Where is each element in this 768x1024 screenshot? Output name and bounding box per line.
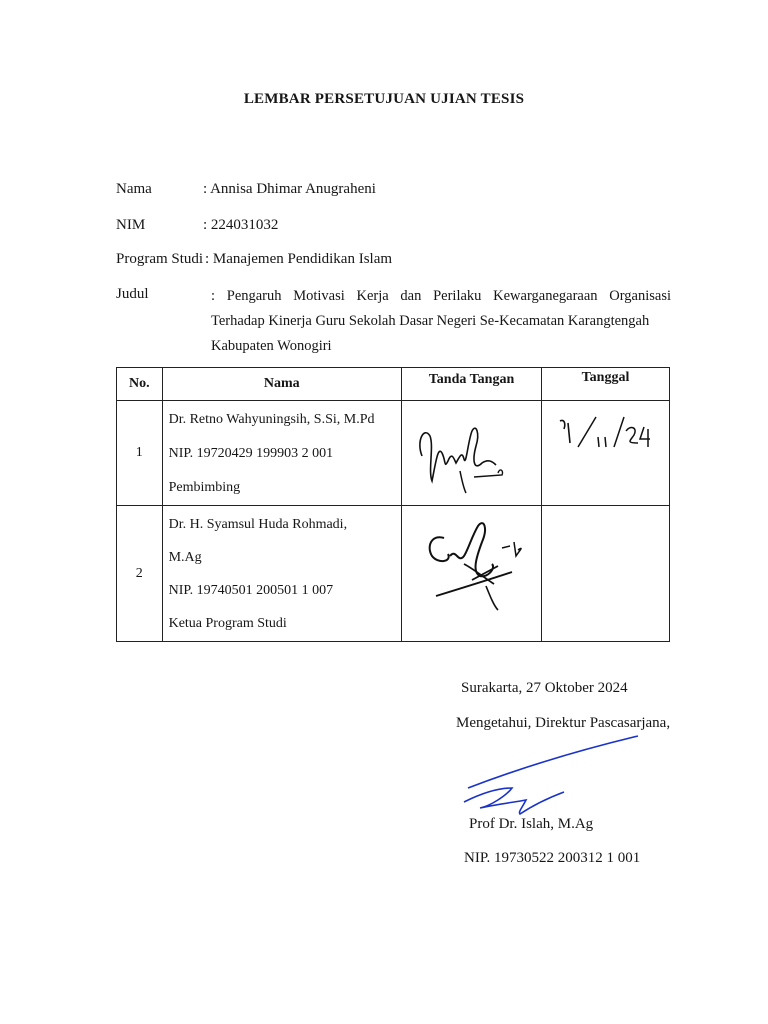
- row-nip: NIP. 19720429 199903 2 001: [168, 446, 334, 461]
- document-title: LEMBAR PERSETUJUAN UJIAN TESIS: [243, 91, 525, 107]
- signatory-nip: NIP. 19730522 200312 1 001: [464, 850, 641, 866]
- table-row: [117, 506, 670, 642]
- judul-line-1: : Pengaruh Motivasi Kerja dan Perilaku Kewarganegaraan Organisasi: [211, 288, 671, 304]
- signatory-name: Prof Dr. Islah, M.Ag: [469, 816, 594, 832]
- signature-kaprodi: [402, 506, 541, 640]
- signatory-role: Mengetahui, Direktur Pascasarjana,: [456, 715, 671, 731]
- row-role: Ketua Program Studi: [168, 616, 287, 631]
- row-date-cell: [541, 506, 669, 642]
- judul-line-2: Terhadap Kinerja Guru Sekolah Dasar Negeri Se-Kecamatan Karangtengah: [211, 313, 650, 329]
- approval-table: [116, 367, 670, 642]
- signature-direktur: [450, 728, 650, 828]
- row-signature-cell: [401, 401, 541, 506]
- row-name: Dr. Retno Wahyuningsih, S.Si, M.Pd: [168, 412, 375, 427]
- row-date-cell: [541, 401, 669, 506]
- row-name-cell: [162, 506, 401, 642]
- table-row: [117, 401, 670, 506]
- header-nama: Nama: [162, 368, 401, 401]
- header-no: No.: [117, 368, 163, 401]
- place-date: Surakarta, 27 Oktober 2024: [461, 680, 628, 696]
- nama-label: Nama: [116, 181, 152, 197]
- row-name-cell: [162, 401, 401, 506]
- header-tanggal: Tanggal: [541, 368, 669, 401]
- judul-line-3: Kabupaten Wonogiri: [211, 338, 332, 354]
- row-number: 1: [117, 401, 163, 506]
- table-header-row: [117, 368, 670, 401]
- nama-value: : Annisa Dhimar Anugraheni: [203, 181, 376, 197]
- judul-value: [211, 284, 671, 359]
- row-signature-cell: [401, 506, 541, 642]
- row-nip: NIP. 19740501 200501 1 007: [168, 583, 334, 598]
- row-role: Pembimbing: [168, 480, 241, 495]
- prodi-label: Program Studi: [116, 251, 204, 267]
- signature-pembimbing: [402, 401, 541, 501]
- nim-value: : 224031032: [203, 217, 279, 233]
- header-tanda-tangan: Tanda Tangan: [401, 368, 541, 401]
- prodi-value: : Manajemen Pendidikan Islam: [205, 251, 393, 267]
- row-name: Dr. H. Syamsul Huda Rohmadi,: [168, 517, 348, 532]
- handwritten-date: [542, 401, 669, 461]
- row-number: 2: [117, 506, 163, 642]
- row-name-suffix: M.Ag: [168, 550, 202, 565]
- judul-label: Judul: [116, 286, 149, 302]
- nim-label: NIM: [116, 217, 146, 233]
